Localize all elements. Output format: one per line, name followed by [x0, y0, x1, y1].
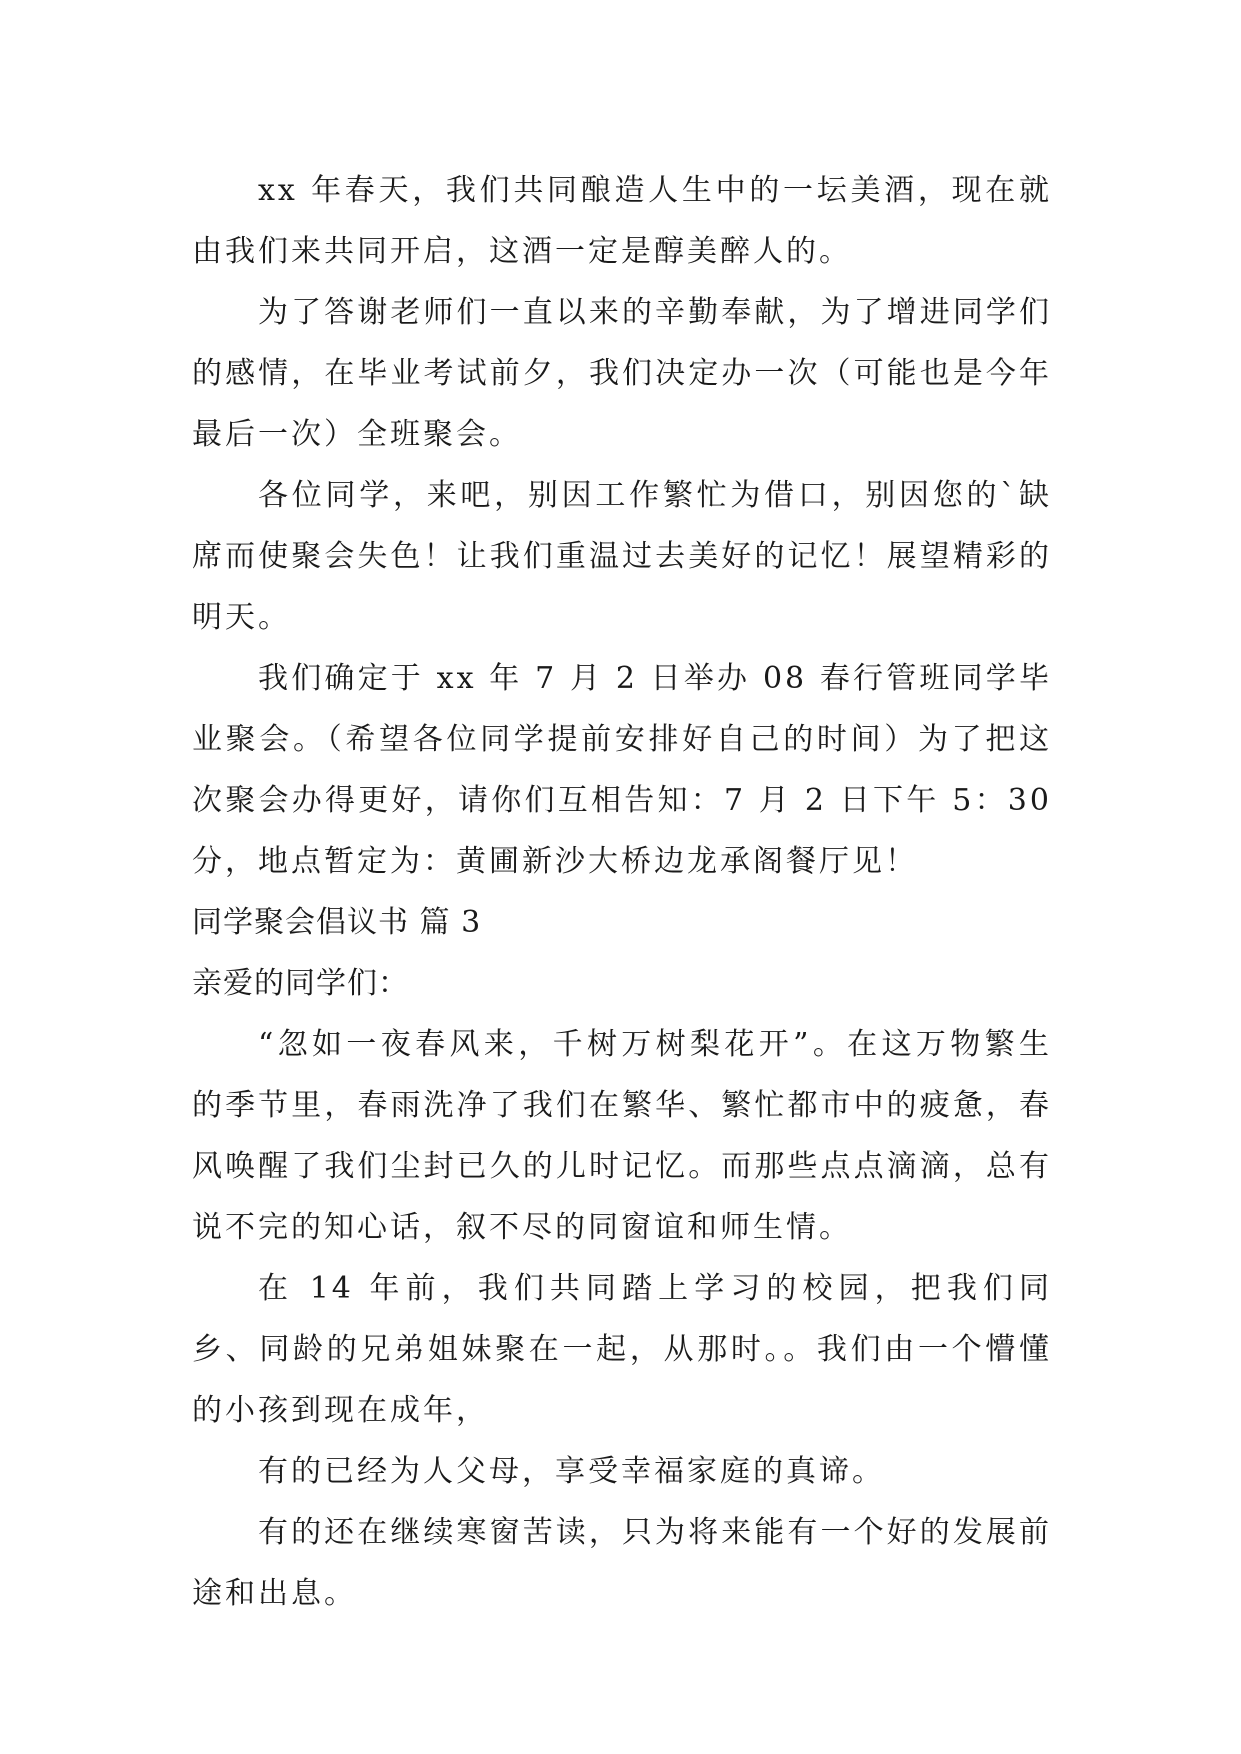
paragraph-thank-teachers: 为了答谢老师们一直以来的辛勤奉献，为了增进同学们的感情，在毕业考试前夕，我们决定办一次（可能也是今年最后一次）全班聚会。 — [192, 295, 1052, 452]
paragraph-invitation: 各位同学，来吧，别因工作繁忙为借口，别因您的`缺席而使聚会失色！让我们重温过去美好的记忆！展望精彩的明天。 — [192, 478, 1052, 635]
paragraph-spring-breeze: “忽如一夜春风来，千树万树梨花开”。在这万物繁生的季节里，春雨洗净了我们在繁华、繁忙都市中的疲惫，春风唤醒了我们尘封已久的儿时记忆。而那些点点滴滴，总有说不完的知心话，叙不尽的同窗谊和师生情。 — [192, 1027, 1052, 1245]
paragraph-students: 有的还在继续寒窗苦读，只为将来能有一个好的发展前途和出息。 — [192, 1515, 1052, 1611]
document-body — [192, 160, 1052, 1624]
paragraph-parents: 有的已经为人父母，享受幸福家庭的真谛。 — [258, 1454, 885, 1489]
paragraph-fourteen-years: 在 14 年前，我们共同踏上学习的校园，把我们同乡、同龄的兄弟姐妹聚在一起，从那时。。我们由一个懵懂的小孩到现在成年， — [192, 1271, 1052, 1428]
section-title: 同学聚会倡议书 篇 3 — [192, 905, 482, 940]
paragraph-event-details: 我们确定于 xx 年 7 月 2 日举办 08 春行管班同学毕业聚会。（希望各位同学提前安排好自己的时间）为了把这次聚会办得更好，请你们互相告知：7 月 2 日下午 5：30 分，地点暂定为：黄圃新沙大桥边龙承阁餐厅见！ — [192, 661, 1052, 879]
salutation: 亲爱的同学们： — [192, 966, 409, 1001]
paragraph-spring-wine: xx 年春天，我们共同酿造人生中的一坛美酒，现在就由我们来共同开启，这酒一定是醇美醉人的。 — [192, 173, 1052, 269]
